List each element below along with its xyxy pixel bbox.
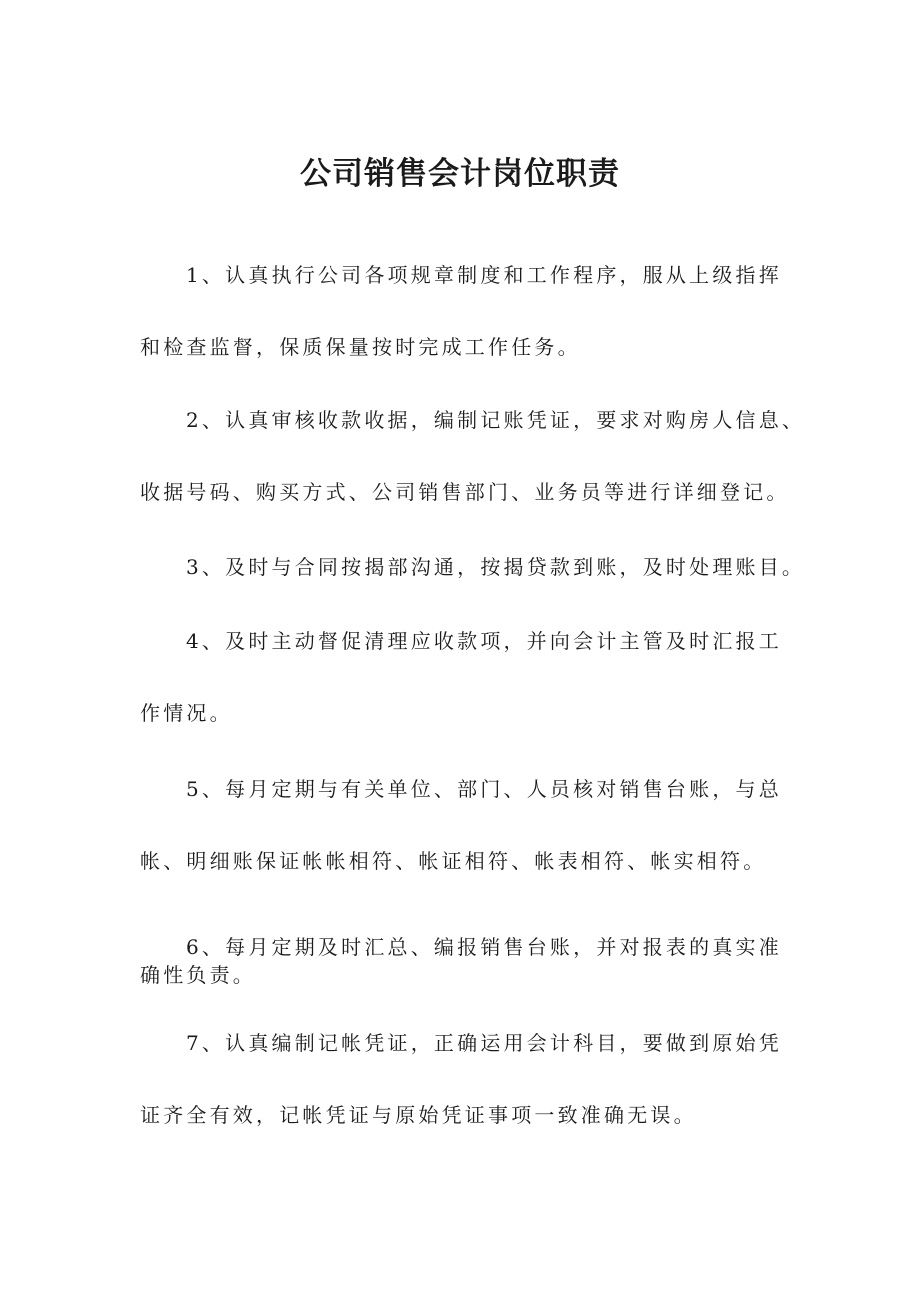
duty-item-2-line-2: 收据号码、购买方式、公司销售部门、业务员等进行详细登记。 (140, 480, 790, 504)
duty-item-7-line-2: 证齐全有效，记帐凭证与原始凭证事项一致准确无误。 (140, 1103, 697, 1127)
duty-item-2-line-1: 2、认真审核收款收据，编制记账凭证，要求对购房人信息、 (186, 408, 806, 432)
duty-item-2 (140, 406, 806, 506)
duty-item-5 (140, 775, 802, 875)
duty-item-6-line-2: 确性负责。 (140, 963, 256, 987)
duty-item-5-line-2: 帐、明细账保证帐帐相符、帐证相符、帐表相符、帐实相符。 (140, 849, 767, 873)
duty-item-5-line-1: 5、每月定期与有关单位、部门、人员核对销售台账，与总 (186, 777, 782, 801)
duty-item-1-line-2: 和检查监督，保质保量按时完成工作任务。 (140, 335, 581, 359)
duty-item-4-line-2: 作情况。 (140, 701, 233, 725)
duty-item-7-line-1: 7、认真编制记帐凭证，正确运用会计科目，要做到原始凭 (186, 1031, 782, 1055)
duty-item-7 (140, 1029, 802, 1129)
duty-item-3 (140, 553, 806, 581)
duty-item-3-line-1: 3、及时与合同按揭部沟通，按揭贷款到账，及时处理账目。 (186, 555, 806, 579)
duty-item-1-line-1: 1、认真执行公司各项规章制度和工作程序，服从上级指挥 (186, 263, 782, 287)
duty-item-4-line-1: 4、及时主动督促清理应收款项，并向会计主管及时汇报工 (186, 629, 782, 653)
document-title: 公司销售会计岗位职责 (300, 156, 620, 192)
duty-item-6-line-1: 6、每月定期及时汇总、编报销售台账，并对报表的真实准 (186, 935, 782, 959)
duty-item-6 (140, 933, 802, 989)
duty-item-1 (140, 261, 802, 361)
duty-item-4 (140, 627, 802, 727)
